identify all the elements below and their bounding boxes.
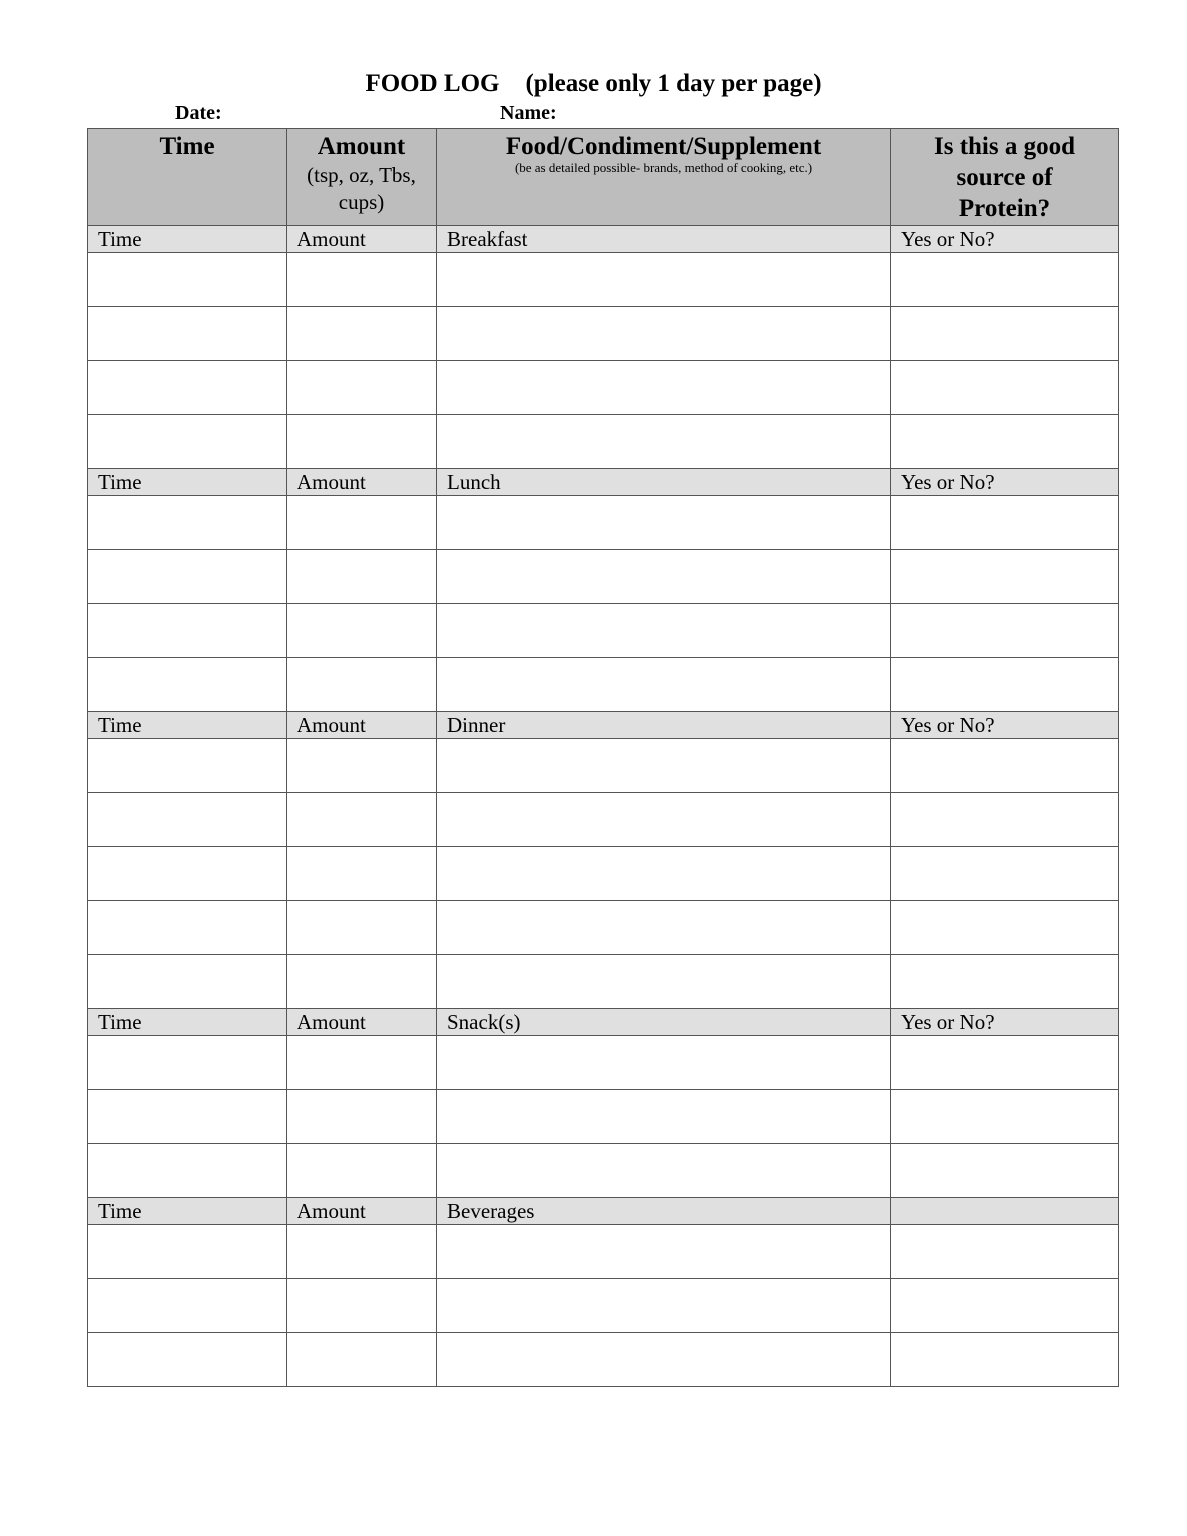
entry-time-cell[interactable] [88,496,287,550]
entry-amount-cell[interactable] [287,955,437,1009]
entry-row [88,955,1119,1009]
entry-protein-cell[interactable] [891,415,1119,469]
entry-time-cell[interactable] [88,307,287,361]
entry-row [88,253,1119,307]
entry-amount-cell[interactable] [287,253,437,307]
entry-protein-cell[interactable] [891,1279,1119,1333]
entry-amount-cell[interactable] [287,361,437,415]
entry-amount-cell[interactable] [287,1090,437,1144]
section-protein-label: Yes or No? [891,1009,1119,1036]
entry-food-cell[interactable] [437,1225,891,1279]
section-amount-label: Amount [287,1198,437,1225]
section-meal-label: Lunch [437,469,891,496]
section-time-label: Time [88,1009,287,1036]
entry-time-cell[interactable] [88,550,287,604]
title-note: (please only 1 day per page) [525,70,822,97]
section-amount-label: Amount [287,712,437,739]
entry-protein-cell[interactable] [891,550,1119,604]
entry-food-cell[interactable] [437,847,891,901]
header-row [88,129,1119,226]
entry-food-cell[interactable] [437,1090,891,1144]
entry-food-cell[interactable] [437,955,891,1009]
section-meal-label: Beverages [437,1198,891,1225]
entry-time-cell[interactable] [88,847,287,901]
entry-time-cell[interactable] [88,415,287,469]
page-title [0,70,1187,98]
entry-amount-cell[interactable] [287,550,437,604]
entry-food-cell[interactable] [437,793,891,847]
entry-food-cell[interactable] [437,1144,891,1198]
section-row-lunch [88,469,1119,496]
entry-food-cell[interactable] [437,1279,891,1333]
entry-protein-cell[interactable] [891,307,1119,361]
entry-amount-cell[interactable] [287,1279,437,1333]
name-label: Name: [500,102,557,124]
entry-time-cell[interactable] [88,1144,287,1198]
entry-protein-cell[interactable] [891,847,1119,901]
entry-food-cell[interactable] [437,496,891,550]
section-meal-label: Dinner [437,712,891,739]
food-log-table [87,128,1119,1387]
entry-amount-cell[interactable] [287,1333,437,1387]
header-food: Food/Condiment/Supplement (be as detailed possible- brands, method of cooking, etc.) [437,129,891,226]
entry-food-cell[interactable] [437,361,891,415]
entry-amount-cell[interactable] [287,307,437,361]
entry-food-cell[interactable] [437,253,891,307]
section-amount-label: Amount [287,226,437,253]
entry-row [88,415,1119,469]
entry-amount-cell[interactable] [287,847,437,901]
header-amount-units: (tsp, oz, Tbs, cups) [307,163,416,214]
section-row-breakfast [88,226,1119,253]
entry-time-cell[interactable] [88,361,287,415]
entry-amount-cell[interactable] [287,1225,437,1279]
entry-protein-cell[interactable] [891,793,1119,847]
entry-amount-cell[interactable] [287,739,437,793]
entry-row [88,550,1119,604]
entry-protein-cell[interactable] [891,658,1119,712]
entry-protein-cell[interactable] [891,604,1119,658]
entry-food-cell[interactable] [437,550,891,604]
entry-amount-cell[interactable] [287,1036,437,1090]
entry-time-cell[interactable] [88,1225,287,1279]
entry-time-cell[interactable] [88,253,287,307]
entry-row [88,739,1119,793]
entry-row [88,1225,1119,1279]
title-main: FOOD LOG [365,70,500,97]
entry-time-cell[interactable] [88,1333,287,1387]
entry-food-cell[interactable] [437,307,891,361]
header-time: Time [88,129,287,226]
entry-row [88,793,1119,847]
entry-row [88,1090,1119,1144]
entry-row [88,658,1119,712]
entry-row [88,1333,1119,1387]
entry-row [88,361,1119,415]
section-time-label: Time [88,469,287,496]
entry-protein-cell[interactable] [891,955,1119,1009]
entry-time-cell[interactable] [88,901,287,955]
entry-protein-cell[interactable] [891,1090,1119,1144]
entry-time-cell[interactable] [88,955,287,1009]
entry-food-cell[interactable] [437,415,891,469]
entry-food-cell[interactable] [437,658,891,712]
section-time-label: Time [88,1198,287,1225]
section-meal-label: Snack(s) [437,1009,891,1036]
entry-food-cell[interactable] [437,739,891,793]
entry-amount-cell[interactable] [287,604,437,658]
header-food-hint: (be as detailed possible- brands, method of cooking, etc.) [514,160,813,175]
date-label: Date: [175,102,222,124]
entry-time-cell[interactable] [88,658,287,712]
entry-protein-cell[interactable] [891,1333,1119,1387]
entry-food-cell[interactable] [437,901,891,955]
entry-row [88,604,1119,658]
entry-protein-cell[interactable] [891,1225,1119,1279]
entry-protein-cell[interactable] [891,1144,1119,1198]
entry-food-cell[interactable] [437,1333,891,1387]
header-amount: Amount (tsp, oz, Tbs, cups) [287,129,437,226]
entry-food-cell[interactable] [437,1036,891,1090]
entry-row [88,496,1119,550]
entry-row [88,901,1119,955]
entry-row [88,1279,1119,1333]
header-protein: Is this a good source of Protein? [891,129,1119,226]
section-time-label: Time [88,226,287,253]
section-meal-label: Breakfast [437,226,891,253]
entry-row [88,1036,1119,1090]
entry-amount-cell[interactable] [287,901,437,955]
section-protein-label: Yes or No? [891,712,1119,739]
entry-amount-cell[interactable] [287,496,437,550]
entry-protein-cell[interactable] [891,361,1119,415]
section-time-label: Time [88,712,287,739]
entry-amount-cell[interactable] [287,415,437,469]
entry-row [88,1144,1119,1198]
entry-time-cell[interactable] [88,739,287,793]
section-row-dinner [88,712,1119,739]
entry-time-cell[interactable] [88,604,287,658]
entry-protein-cell[interactable] [891,1036,1119,1090]
entry-amount-cell[interactable] [287,1144,437,1198]
section-protein-label [891,1198,1119,1225]
entry-row [88,307,1119,361]
section-row-snacks [88,1009,1119,1036]
section-amount-label: Amount [287,469,437,496]
entry-row [88,847,1119,901]
entry-time-cell[interactable] [88,793,287,847]
entry-amount-cell[interactable] [287,793,437,847]
entry-protein-cell[interactable] [891,253,1119,307]
entry-time-cell[interactable] [88,1036,287,1090]
entry-time-cell[interactable] [88,1090,287,1144]
section-amount-label: Amount [287,1009,437,1036]
entry-protein-cell[interactable] [891,901,1119,955]
entry-protein-cell[interactable] [891,496,1119,550]
entry-food-cell[interactable] [437,604,891,658]
entry-protein-cell[interactable] [891,739,1119,793]
entry-time-cell[interactable] [88,1279,287,1333]
section-protein-label: Yes or No? [891,226,1119,253]
section-row-beverages [88,1198,1119,1225]
section-protein-label: Yes or No? [891,469,1119,496]
entry-amount-cell[interactable] [287,658,437,712]
